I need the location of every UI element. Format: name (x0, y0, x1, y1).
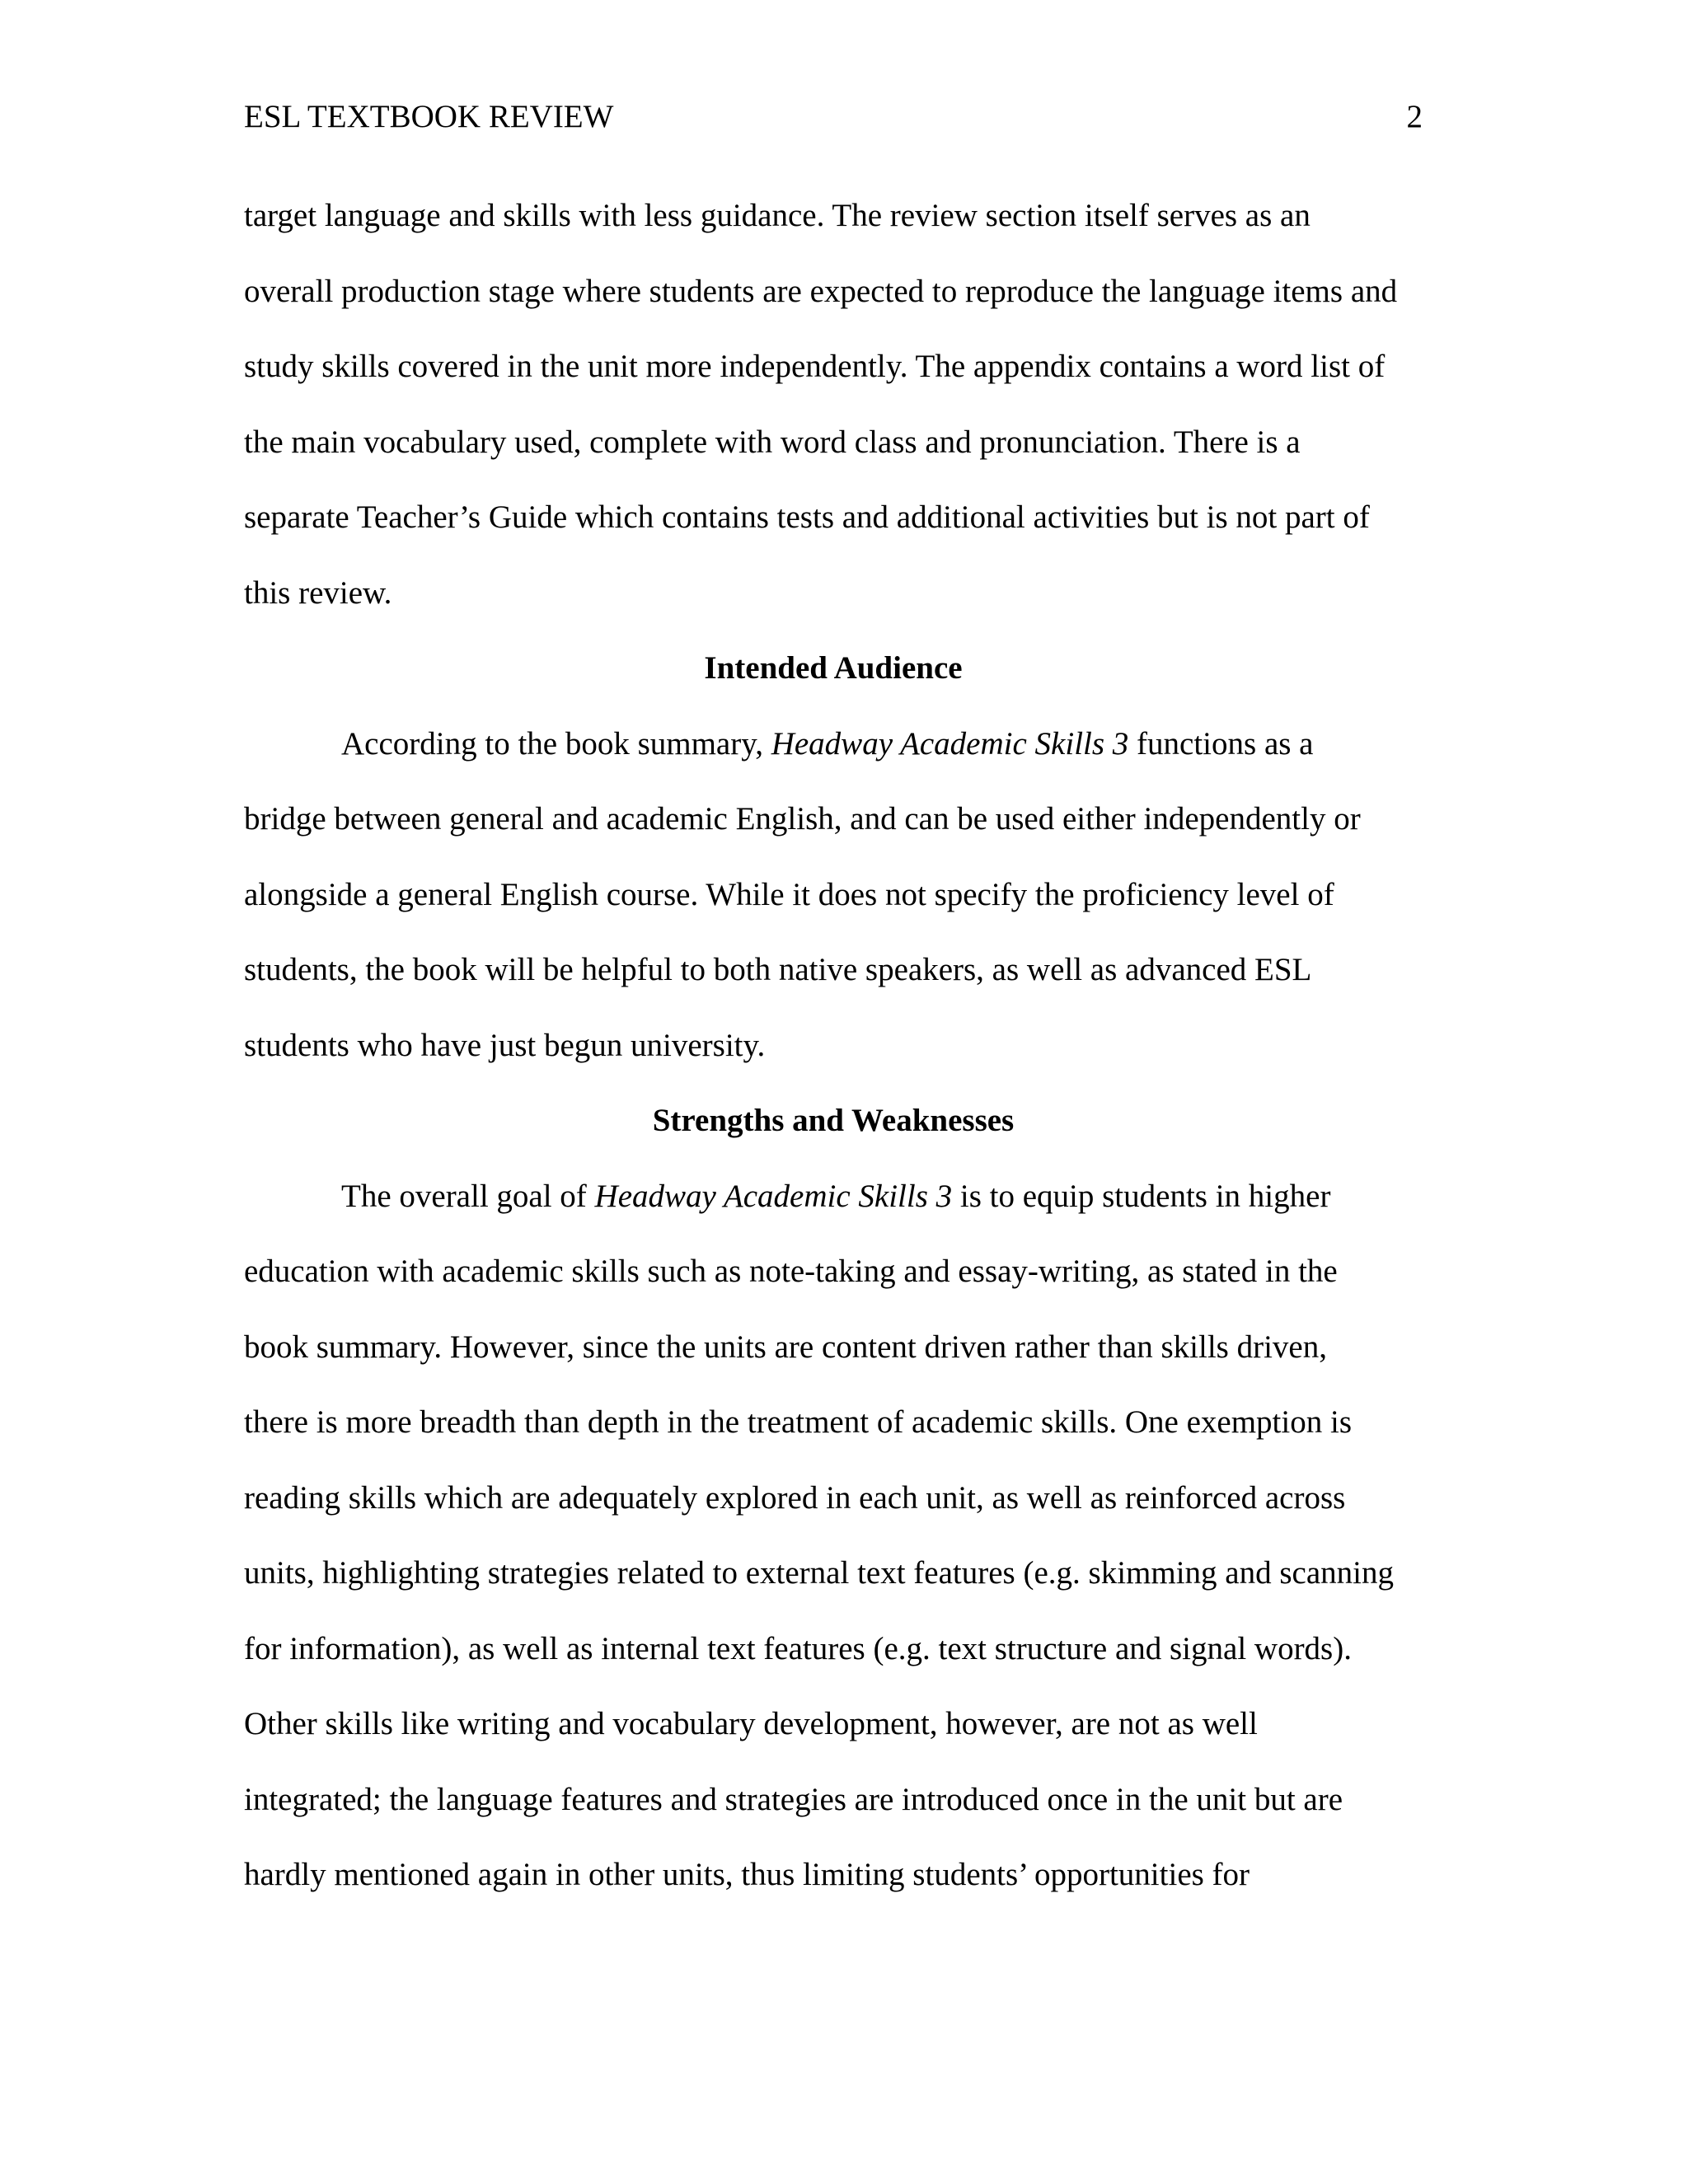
paragraph-line: separate Teacher’s Guide which contains tests and additional activities but is not part of (244, 499, 1370, 535)
paragraph-line: target language and skills with less guidance. The review section itself serves as an (244, 198, 1311, 233)
section-heading-intended-audience: Intended Audience (704, 650, 963, 686)
paragraph-line: education with academic skills such as note-taking and essay-writing, as stated in the (244, 1254, 1338, 1289)
audience-paragraph (244, 721, 1431, 1099)
paragraph-line: study skills covered in the unit more independently. The appendix contains a word list of (244, 349, 1386, 384)
paragraph-line: integrated; the language features and strategies are introduced once in the unit but are (244, 1781, 1343, 1817)
book-title: Headway Academic Skills 3 (594, 1178, 953, 1214)
document-body (244, 193, 1431, 1928)
page-header (244, 96, 1423, 138)
paragraph-first-line (244, 1174, 1431, 1249)
paragraph-line: this review. (244, 574, 392, 611)
paragraph-line: reading skills which are adequately explored in each unit, as well as reinforced across (244, 1479, 1346, 1516)
paragraph-line: bridge between general and academic English, and can be used either independently or (244, 801, 1361, 837)
paragraph-line: hardly mentioned again in other units, thus limiting students’ opportunities for (244, 1857, 1250, 1892)
text-run: functions as a (1128, 725, 1314, 762)
paragraph-line: students, the book will be helpful to both native speakers, as well as advanced ESL (244, 952, 1312, 987)
paragraph-line: students who have just begun university. (244, 1027, 766, 1063)
text-run: The overall goal of (341, 1178, 595, 1214)
paragraph-line: there is more breadth than depth in the treatment of academic skills. One exemption is (244, 1404, 1352, 1440)
text-run: is to equip students in higher (952, 1178, 1331, 1214)
paragraph-line: Other skills like writing and vocabulary development, however, are not as well (244, 1706, 1258, 1741)
page-number: 2 (1406, 99, 1423, 134)
intro-paragraph (244, 193, 1431, 645)
paragraph-line: overall production stage where students are expected to reproduce the language items and (244, 273, 1398, 309)
running-head: ESL TEXTBOOK REVIEW (244, 99, 614, 134)
paragraph-first-line (244, 721, 1431, 797)
strengths-paragraph (244, 1174, 1431, 1928)
text-run: According to the book summary, (341, 725, 771, 762)
paragraph-line: book summary. However, since the units are content driven rather than skills driven, (244, 1329, 1327, 1365)
paragraph-line: the main vocabulary used, complete with word class and pronunciation. There is a (244, 424, 1301, 460)
book-title: Headway Academic Skills 3 (771, 725, 1129, 762)
paragraph-line: units, highlighting strategies related to external text features (e.g. skimming and scanning (244, 1555, 1394, 1591)
paragraph-line: for information), as well as internal text features (e.g. text structure and signal words). (244, 1630, 1352, 1666)
section-heading-strengths-weaknesses: Strengths and Weaknesses (652, 1103, 1015, 1138)
paragraph-line: alongside a general English course. While it does not specify the proficiency level of (244, 876, 1334, 912)
